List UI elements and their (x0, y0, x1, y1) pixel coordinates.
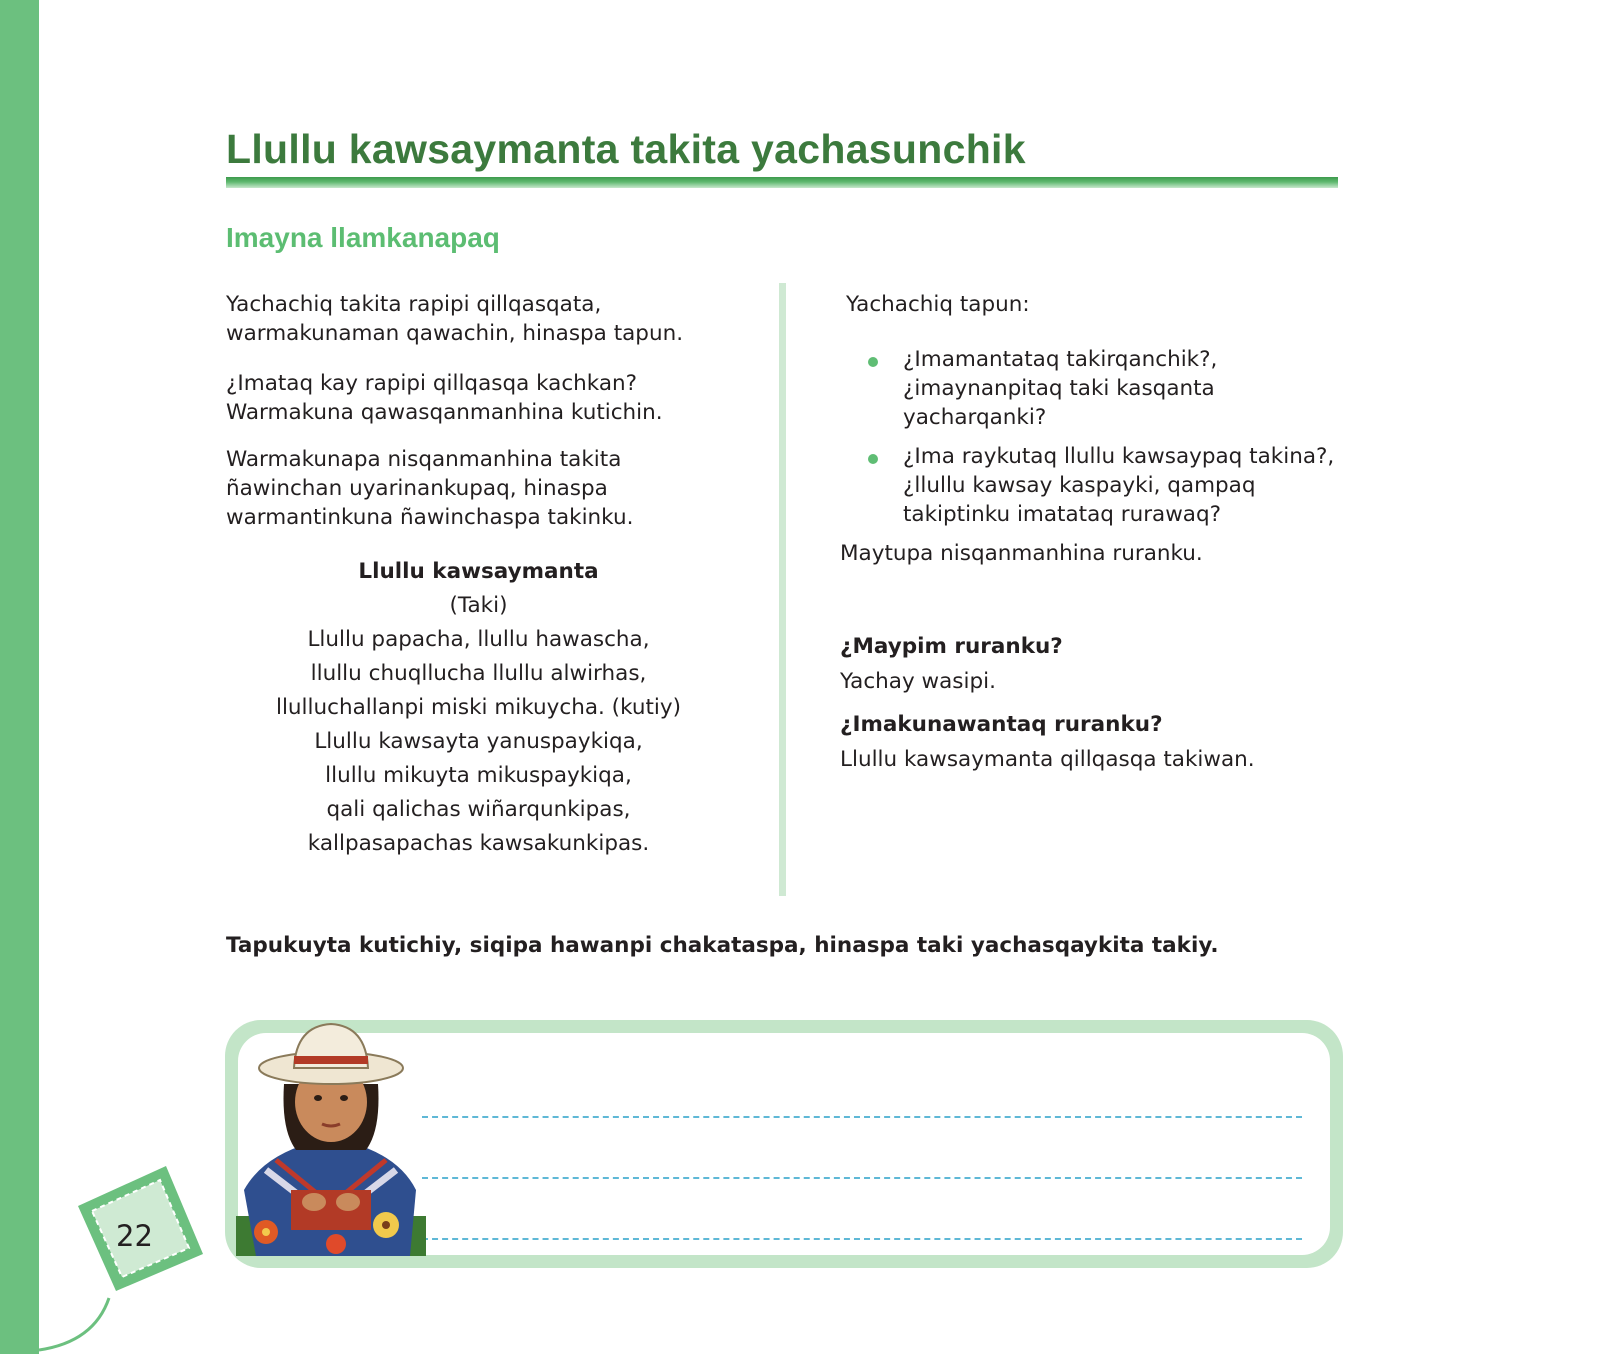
red-skirt (291, 1190, 371, 1230)
text-line: takiptinku imatataq rurawaq? (903, 502, 1222, 527)
flower-center (262, 1228, 270, 1236)
hand (302, 1193, 326, 1211)
poem-line: kallpasapachas kawsakunkipas. (307, 831, 650, 856)
left-paragraph-1 (226, 290, 683, 348)
bullet-item-2 (903, 442, 1334, 529)
text-line: ¿llullu kawsay kaspayki, qampaq (903, 473, 1256, 498)
text-line: warmantinkuna ñawinchaspa takinku. (226, 505, 634, 530)
right-closing: Maytupa nisqanmanhina ruranku. (840, 541, 1203, 566)
with-answer: Llullu kawsaymanta qillqasqa takiwan. (840, 747, 1255, 772)
where-heading: ¿Maypim ruranku? (840, 634, 1063, 659)
eye (314, 1095, 322, 1101)
bullet-dot (868, 357, 878, 367)
activity-instruction: Tapukuyta kutichiy, siqipa hawanpi chakataspa, hinaspa taki yachasqaykita takiy. (226, 933, 1219, 958)
bullet-dot (868, 454, 878, 464)
text-line: yacharqanki? (903, 405, 1047, 430)
poem-line: Llullu kawsayta yanuspaykiqa, (314, 729, 643, 754)
flower-center (382, 1221, 390, 1229)
text-line: ¿Ima raykutaq llullu kawsaypaq takina?, (903, 444, 1335, 469)
text-line: Yachachiq takita rapipi qillqasqata, (226, 292, 602, 317)
right-intro: Yachachiq tapun: (846, 292, 1030, 317)
left-paragraph-2 (226, 369, 663, 427)
poem-line: llullu chuqllucha llullu alwirhas, (310, 661, 647, 686)
writing-line-2[interactable] (422, 1177, 1302, 1179)
flower (326, 1234, 346, 1254)
poem-line: Llullu papacha, llullu hawascha, (307, 627, 650, 652)
column-divider (779, 283, 786, 896)
text-line: warmakunaman qawachin, hinaspa tapun. (226, 321, 684, 346)
writing-line-1[interactable] (422, 1116, 1302, 1118)
bullet-item-1 (903, 345, 1217, 432)
eye (340, 1095, 348, 1101)
page-title: Llullu kawsaymanta takita yachasunchik (226, 126, 1026, 172)
poem-line: qali qalichas wiñarqunkipas, (326, 797, 631, 822)
poem-title: Llullu kawsaymanta (358, 559, 599, 584)
left-paragraph-3 (226, 445, 633, 532)
side-accent-bar (0, 0, 39, 1354)
text-line: ¿Imamantataq takirqanchik?, (903, 347, 1218, 372)
hand (336, 1193, 360, 1211)
poem-genre: (Taki) (449, 593, 508, 618)
text-line: Warmakunapa nisqanmanhina takita (226, 447, 622, 472)
writing-line-3[interactable] (422, 1238, 1302, 1240)
with-heading: ¿Imakunawantaq ruranku? (840, 712, 1163, 737)
text-line: ¿imaynanpitaq taki kasqanta (903, 376, 1215, 401)
text-line: Warmakuna qawasqanmanhina kutichin. (226, 400, 663, 425)
where-answer: Yachay wasipi. (840, 669, 996, 694)
title-underline (226, 177, 1338, 188)
poem-line: llullu mikuyta mikuspaykiqa, (325, 763, 632, 788)
page-number: 22 (116, 1219, 153, 1253)
text-line: ¿Imataq kay rapipi qillqasqa kachkan? (226, 371, 638, 396)
girl-with-hat-illustration (236, 1020, 426, 1256)
poem-line: llulluchallanpi miski mikuycha. (kutiy) (275, 695, 681, 720)
poem-block (226, 555, 731, 861)
section-subtitle: Imayna llamkanapaq (226, 222, 500, 253)
hat-band (294, 1056, 368, 1064)
text-line: ñawinchan uyarinankupaq, hinaspa (226, 476, 608, 501)
